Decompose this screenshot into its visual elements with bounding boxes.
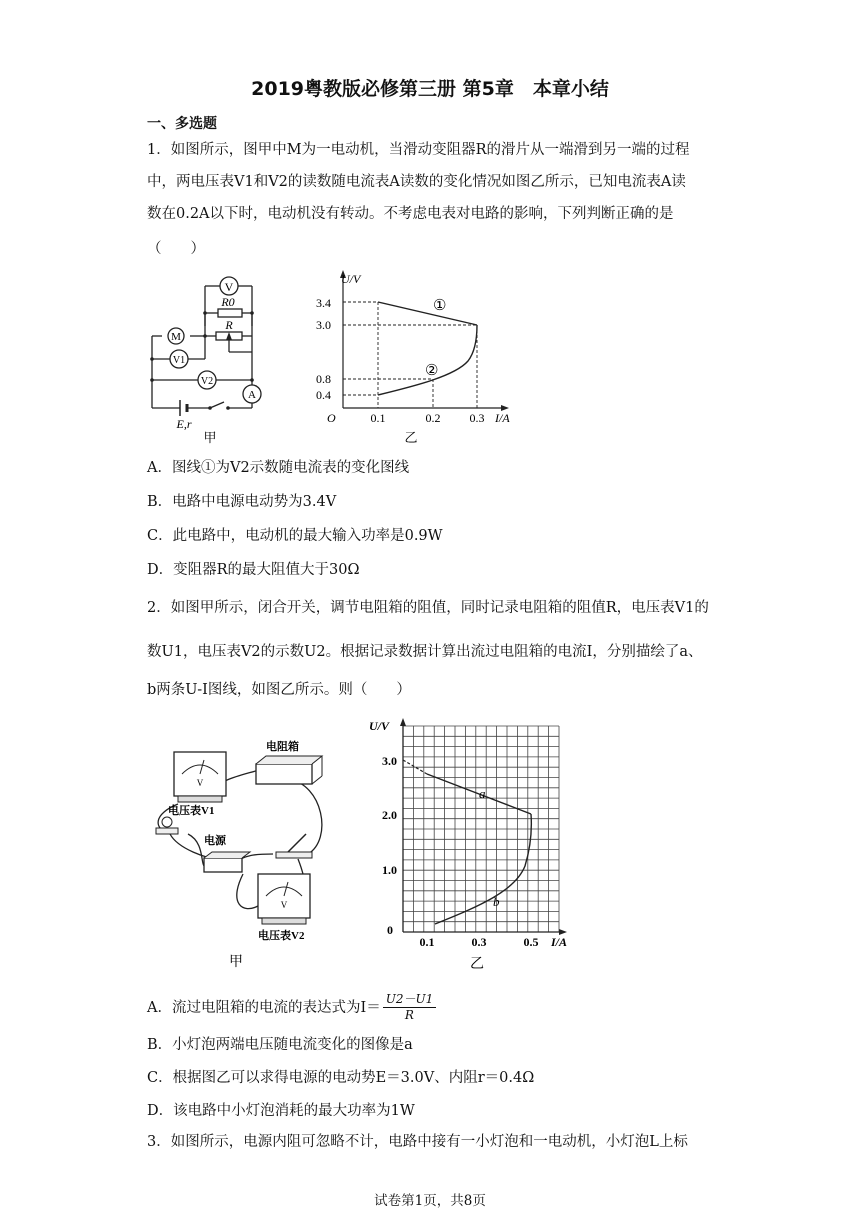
q2-fig-label-jia: 甲 bbox=[229, 955, 243, 970]
q1-option-c: C．此电路中，电动机的最大输入功率是0.9W bbox=[147, 528, 443, 544]
q2-fraction-denominator: R bbox=[404, 1008, 414, 1022]
q2-ytick-2.0: 2.0 bbox=[382, 808, 397, 822]
q1-fig-label-jia: 甲 bbox=[203, 430, 217, 445]
svg-text:V: V bbox=[280, 900, 288, 910]
q2-graph-origin: 0 bbox=[387, 923, 393, 937]
q3-line-1: 3．如图所示，电源内阻可忽略不计，电路中接有一小灯泡和一电动机，小灯泡L上标 bbox=[147, 1134, 688, 1150]
page-title: 2019粤教版必修第三册 第5章 本章小结 bbox=[251, 78, 609, 100]
q2-apparatus-diagram bbox=[148, 734, 338, 972]
q1-ytick-3.4: 3.4 bbox=[316, 296, 331, 310]
q2-xtick-0.5: 0.5 bbox=[523, 935, 539, 949]
q2-curve-a-label: a bbox=[479, 786, 486, 801]
q1-ui-graph bbox=[305, 268, 525, 446]
q1-xtick-0.3: 0.3 bbox=[469, 411, 485, 425]
svg-text:V: V bbox=[196, 778, 204, 788]
q2-fraction-numerator: U2－U1 bbox=[383, 990, 437, 1008]
q1-graph-xlabel: I/A bbox=[495, 411, 510, 425]
q2-ytick-3.0: 3.0 bbox=[382, 754, 397, 768]
circuit-label-v1: V1 bbox=[172, 355, 186, 366]
q2-option-a bbox=[147, 990, 436, 1022]
q2-fig-label-yi: 乙 bbox=[470, 957, 484, 972]
q1-option-d: D．变阻器R的最大阻值大于30Ω bbox=[147, 562, 360, 578]
q2-option-b: B．小灯泡两端电压随电流变化的图像是a bbox=[147, 1037, 413, 1053]
q2-curve-b-label: b bbox=[493, 894, 500, 909]
q1-graph-origin: O bbox=[327, 411, 336, 425]
q1-xtick-0.2: 0.2 bbox=[425, 411, 441, 425]
q1-line-4: （ ） bbox=[147, 241, 205, 257]
q1-graph-ylabel: U/V bbox=[341, 272, 361, 286]
q1-curve1-label: ① bbox=[433, 298, 447, 314]
q2-ytick-1.0: 1.0 bbox=[382, 863, 397, 877]
q1-line-1: 1．如图所示，图甲中M为一电动机，当滑动变阻器R的滑片从一端滑到另一端的过程 bbox=[147, 142, 690, 158]
circuit-label-m: M bbox=[171, 331, 181, 343]
circuit-label-v2: V2 bbox=[200, 376, 214, 387]
q2-option-a-text: A．流过电阻箱的电流的表达式为I＝ bbox=[147, 999, 381, 1016]
q2-line-1: 2．如图甲所示，闭合开关，调节电阻箱的阻值，同时记录电阻箱的阻值R，电压表V1的 bbox=[147, 600, 709, 616]
q2-graph-xlabel: I/A bbox=[551, 935, 568, 949]
circuit-label-a: A bbox=[248, 389, 256, 401]
q1-curve2-label: ② bbox=[425, 363, 439, 379]
q2-xtick-0.3: 0.3 bbox=[471, 935, 487, 949]
q2-option-c: C．根据图乙可以求得电源的电动势E＝3.0V、内阻r＝0.4Ω bbox=[147, 1070, 535, 1086]
q2-line-2: 数U1，电压表V2的示数U2。根据记录数据计算出流过电阻箱的电流I，分别描绘了a、 bbox=[147, 644, 703, 660]
q1-option-a: A．图线①为V2示数随电流表的变化图线 bbox=[147, 460, 410, 476]
q2-label-v1: 电压表V1 bbox=[168, 805, 215, 817]
q2-graph-ylabel: U/V bbox=[369, 719, 390, 733]
q2-ui-graph bbox=[365, 716, 585, 974]
q1-circuit-diagram bbox=[140, 268, 290, 446]
q2-line-3: b两条U-I图线，如图乙所示。则（ ） bbox=[147, 682, 411, 698]
circuit-label-v: V bbox=[224, 280, 234, 294]
q1-xtick-0.1: 0.1 bbox=[370, 411, 386, 425]
q1-ytick-0.4: 0.4 bbox=[316, 388, 331, 402]
circuit-label-er: E,r bbox=[176, 417, 192, 431]
q2-xtick-0.1: 0.1 bbox=[419, 935, 435, 949]
q1-fig-label-yi: 乙 bbox=[404, 430, 418, 445]
q1-option-b: B．电路中电源电动势为3.4V bbox=[147, 494, 337, 510]
q1-ytick-3.0: 3.0 bbox=[316, 318, 331, 332]
q2-option-d: D．该电路中小灯泡消耗的最大功率为1W bbox=[147, 1103, 415, 1119]
circuit-label-r0: R0 bbox=[221, 295, 235, 309]
q2-option-a-fraction bbox=[383, 990, 437, 1022]
section-heading: 一、多选题 bbox=[147, 116, 217, 132]
page-footer: 试卷第1页，共8页 bbox=[374, 1193, 486, 1209]
q1-line-3: 数在0.2A以下时，电动机没有转动。不考虑电表对电路的影响，下列判断正确的是 bbox=[147, 206, 674, 222]
q2-label-box: 电阻箱 bbox=[266, 741, 299, 753]
q2-label-v2: 电压表V2 bbox=[258, 930, 305, 942]
q1-ytick-0.8: 0.8 bbox=[316, 372, 331, 386]
q1-line-2: 中，两电压表V1和V2的读数随电流表A读数的变化情况如图乙所示，已知电流表A读 bbox=[147, 174, 686, 190]
circuit-label-r: R bbox=[225, 318, 233, 332]
q2-label-src: 电源 bbox=[204, 835, 226, 847]
